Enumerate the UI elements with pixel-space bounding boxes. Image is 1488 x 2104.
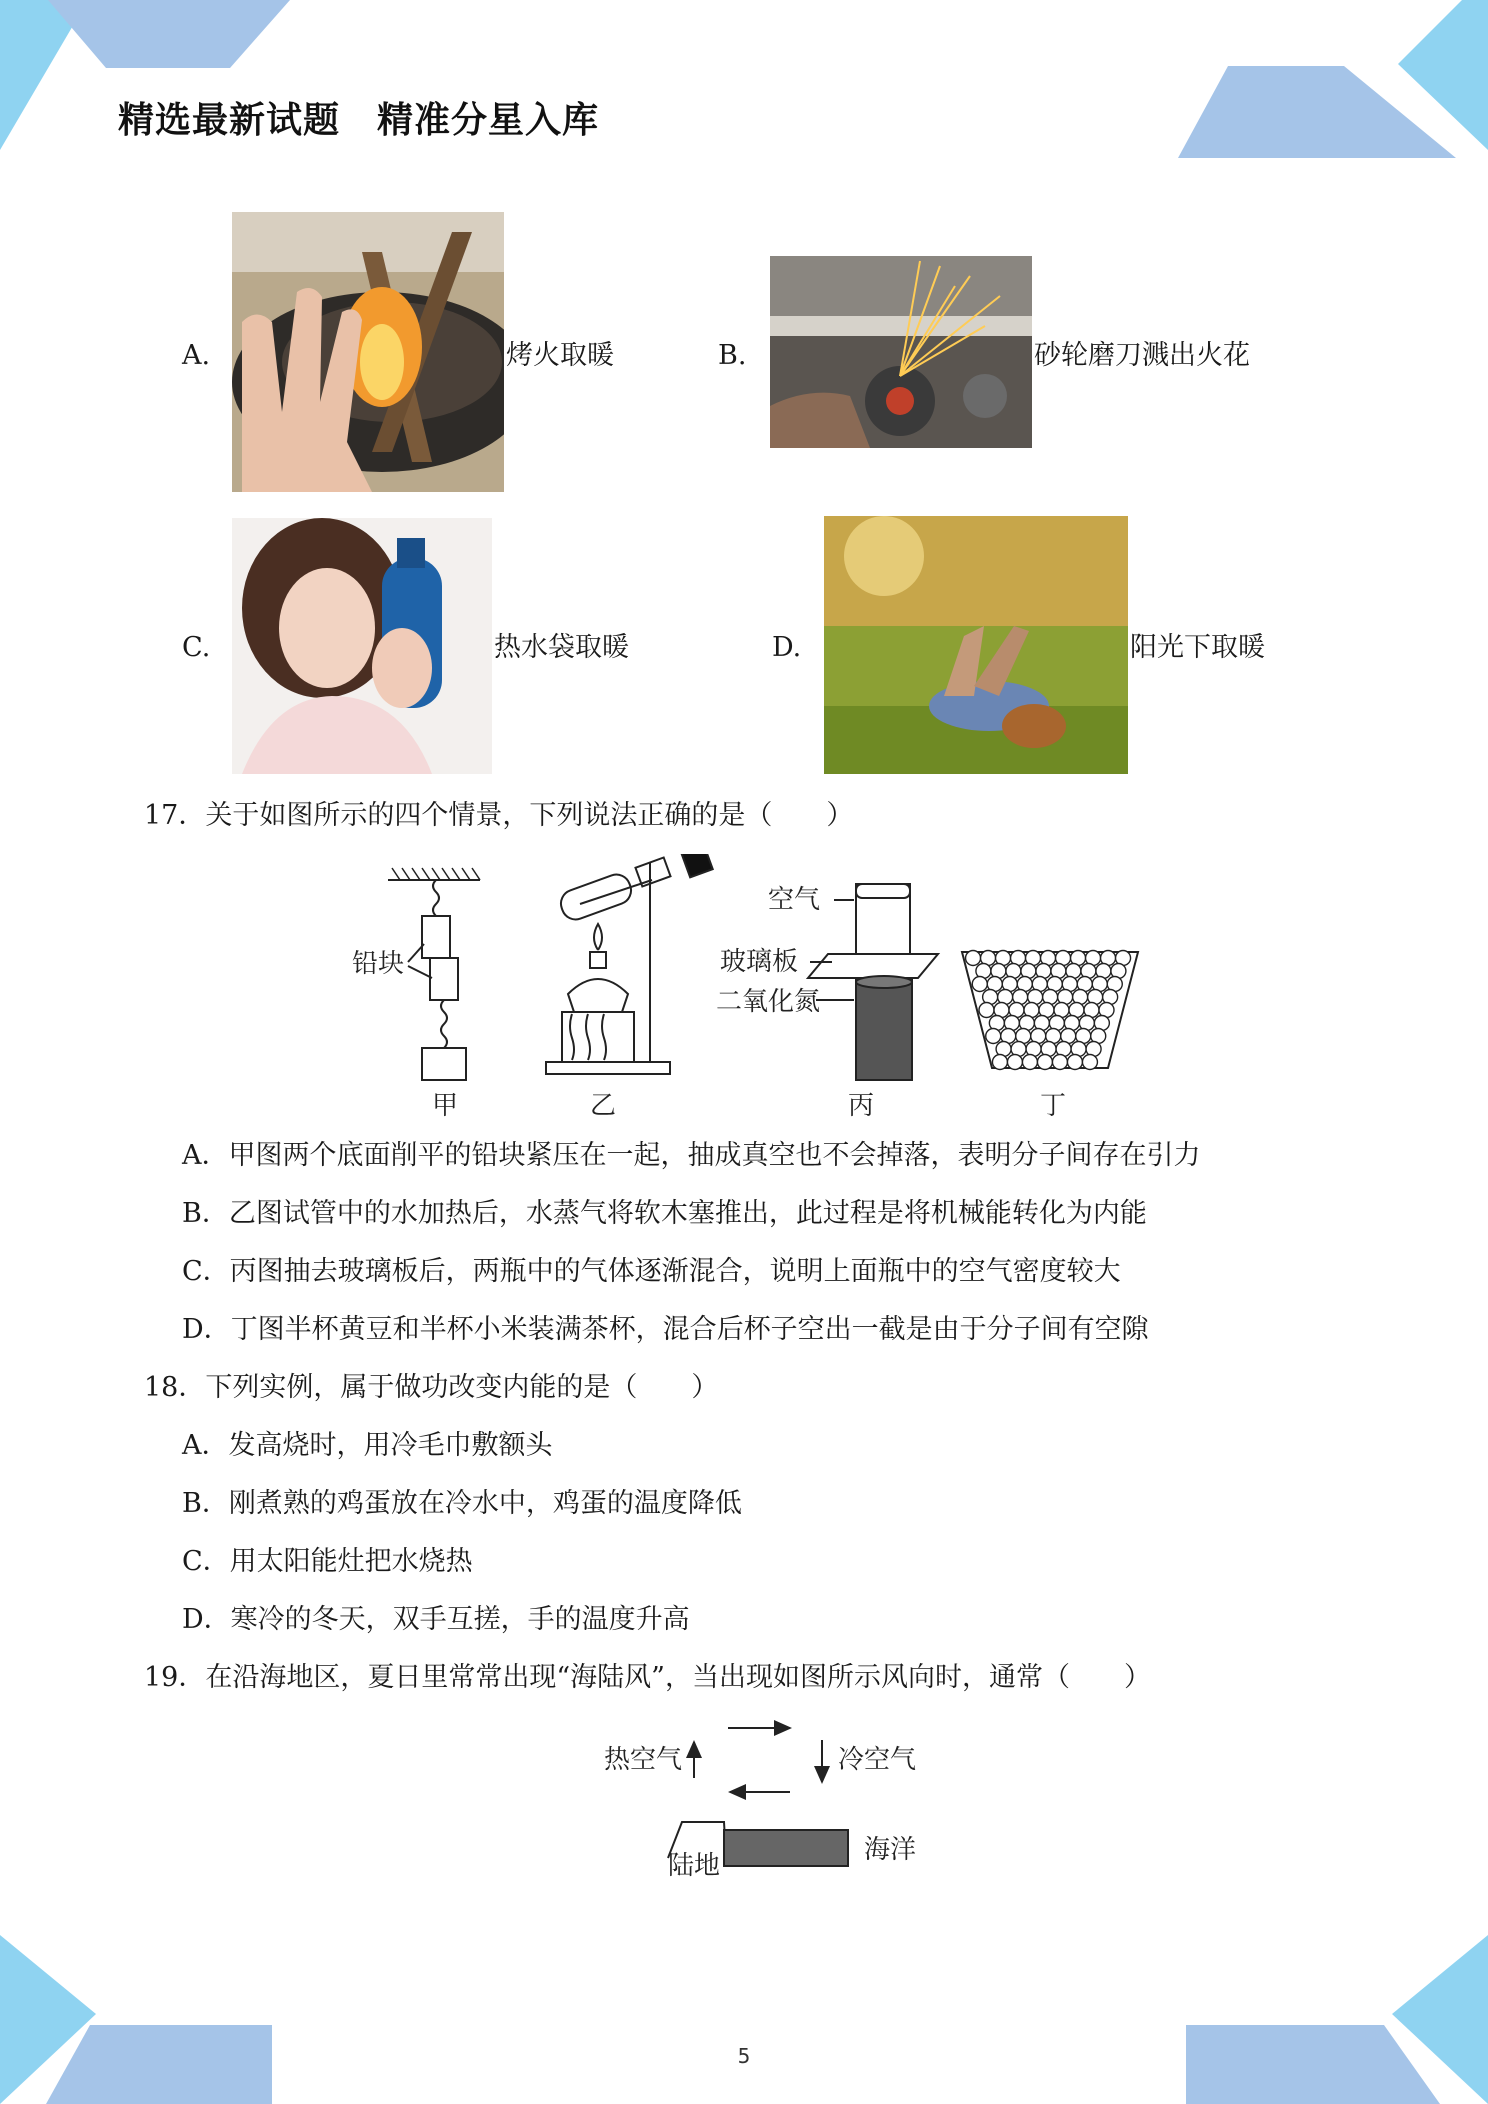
bead	[1022, 1055, 1037, 1070]
cup-mixture-diagram	[962, 951, 1138, 1070]
q18-option-c: C．用太阳能灶把水烧热	[182, 1546, 473, 1577]
option-d-letter: D.	[772, 632, 802, 663]
bead	[986, 1029, 1001, 1044]
header-title: 精选最新试题 精准分星入库	[118, 100, 600, 141]
option-a-letter: A.	[182, 340, 211, 371]
glass-plate-label: 玻璃板	[720, 947, 799, 977]
option-c-text: 热水袋取暖	[494, 632, 629, 663]
test-tube-diagram	[546, 854, 713, 1074]
option-c-letter: C.	[182, 632, 211, 663]
grinding-sparks-photo	[770, 256, 1032, 448]
air-label: 空气	[768, 885, 821, 915]
land-label: 陆地	[668, 1851, 721, 1881]
bead	[992, 1055, 1007, 1070]
bead	[1082, 1055, 1097, 1070]
page-number: 5	[737, 2044, 751, 2068]
bead	[1052, 1055, 1067, 1070]
hot-air-label: 热空气	[604, 1745, 683, 1775]
gas-diffusion-diagram	[808, 884, 938, 1080]
figure-label-yi: 乙	[590, 1091, 617, 1121]
bead	[1007, 1055, 1022, 1070]
q17-option-b: B．乙图试管中的水加热后，水蒸气将软木塞推出，此过程是将机械能转化为内能	[182, 1198, 1147, 1229]
hot-water-bag-photo	[232, 518, 492, 774]
q17-figure	[340, 854, 1160, 1124]
cold-air-label: 冷空气	[838, 1745, 917, 1775]
bead	[1037, 1055, 1052, 1070]
figure-label-jia: 甲	[432, 1091, 459, 1121]
option-b-text: 砂轮磨刀溅出火花	[1034, 340, 1250, 371]
campfire-photo	[232, 212, 504, 492]
bead	[1067, 1055, 1082, 1070]
sea-breeze-diagram	[590, 1712, 950, 1882]
q18-option-a: A．发高烧时，用冷毛巾敷额头	[182, 1430, 553, 1461]
bead	[966, 951, 981, 966]
option-b-letter: B.	[718, 340, 747, 371]
q18-option-d: D．寒冷的冬天，双手互搓，手的温度升高	[182, 1604, 690, 1635]
ocean-label: 海洋	[864, 1835, 917, 1865]
lead-label: 铅块	[352, 949, 405, 979]
q19-stem: 19．在沿海地区，夏日里常常出现“海陆风”，当出现如图所示风向时，通常（ ）	[144, 1662, 1151, 1693]
q17-stem: 17．关于如图所示的四个情景，下列说法正确的是（ ）	[144, 800, 854, 831]
option-a-text: 烤火取暖	[506, 340, 614, 371]
bead	[979, 1003, 994, 1018]
q18-option-b: B．刚煮熟的鸡蛋放在冷水中，鸡蛋的温度降低	[182, 1488, 742, 1519]
q18-stem: 18．下列实例，属于做功改变内能的是（ ）	[144, 1372, 719, 1403]
sunbathing-photo	[824, 516, 1128, 774]
q17-option-a: A．甲图两个底面削平的铅块紧压在一起，抽成真空也不会掉落，表明分子间存在引力	[182, 1140, 1201, 1171]
figure-label-bing: 丙	[848, 1091, 875, 1121]
option-d-text: 阳光下取暖	[1130, 632, 1265, 663]
bead	[972, 977, 987, 992]
q17-option-d: D．丁图半杯黄豆和半杯小米装满茶杯，混合后杯子空出一截是由于分子间有空隙	[182, 1314, 1149, 1345]
q17-option-c: C．丙图抽去玻璃板后，两瓶中的气体逐渐混合，说明上面瓶中的空气密度较大	[182, 1256, 1121, 1287]
figure-label-ding: 丁	[1040, 1091, 1067, 1121]
no2-label: 二氧化氮	[716, 987, 821, 1017]
